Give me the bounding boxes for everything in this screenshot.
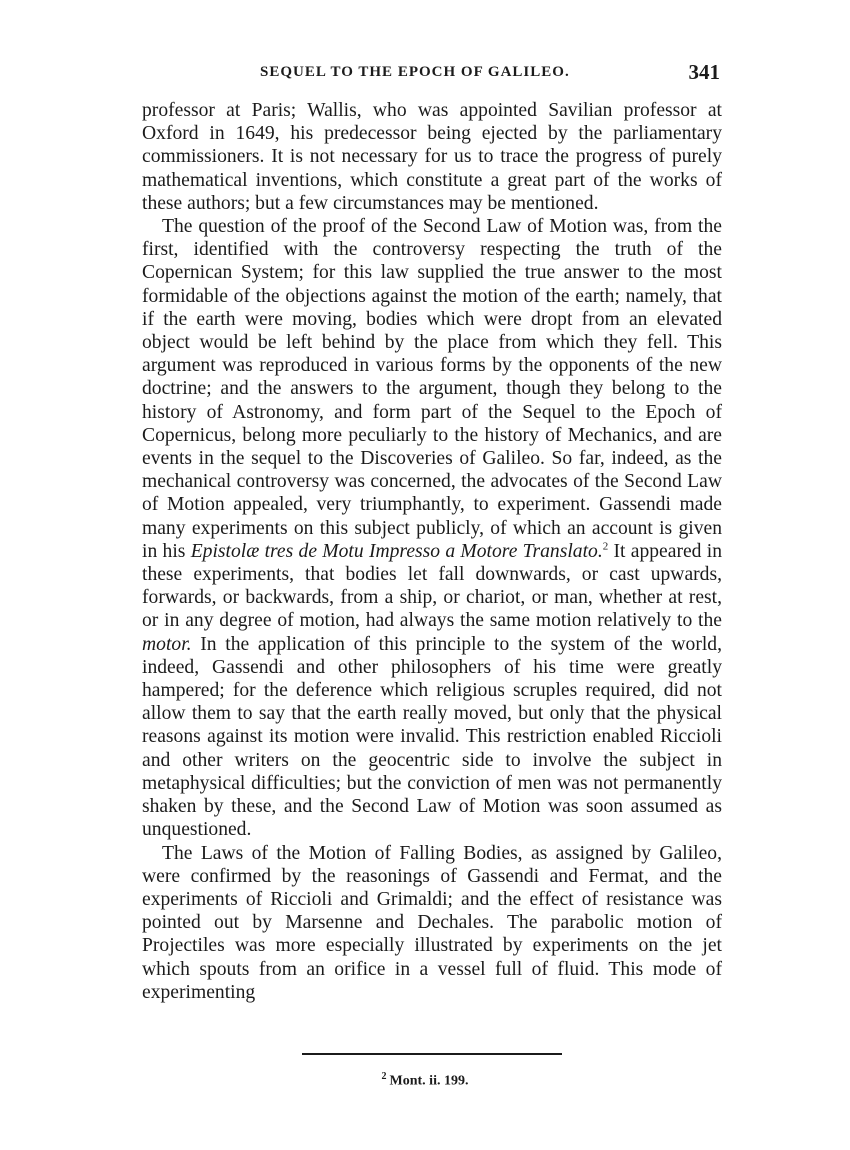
footnote-mark: 2: [381, 1071, 387, 1082]
motor-italic: motor.: [142, 633, 192, 655]
paragraph-2: [142, 215, 722, 841]
book-title-italic: Epistolæ tres de Motu Impresso a Motore Translato.: [190, 540, 603, 562]
paragraph-1: [142, 99, 722, 215]
paragraph-2-text-c: In the application of this principle to the system of the world, indeed, Gassendi and other philosophers of his time were greatly hampered; for the deference which religious scruples required, did not allow them to say that the earth really moved, but only that the physical reasons against its motion were invalid. This restriction enabled Riccioli and other writers on the geocentric side to involve the subject in metaphysical difficulties; but the conviction of men was not permanently shaken by these, and the Second Law of Motion was soon assumed as unquestioned.: [142, 633, 722, 841]
footnote-divider: [302, 1053, 562, 1055]
running-head: SEQUEL TO THE EPOCH OF GALILEO.: [260, 64, 570, 80]
paragraph-3-text: The Laws of the Motion of Falling Bodies, as assigned by Galileo, were confirmed by the reasonings of Gassendi and Fermat, and the experiments of Riccioli and Grimaldi; and the effect of resistance was pointed out by Marsenne and Dechales. The parabolic motion of Projectiles was more especially illustrated by experiments on the jet which spouts from an orifice in a vessel full of fluid. This mode of experimenting: [142, 842, 722, 1003]
page-header: [142, 60, 722, 90]
paragraph-2-text-b: It appeared in these experiments, that bodies let fall downwards, or cast upwards, forwards, or backwards, from a ship, or chariot, or man, whether at rest, or in any degree of motion, had always the same motion relatively to the: [142, 540, 722, 632]
paragraph-3: [142, 842, 722, 1004]
page-number: 341: [688, 60, 720, 84]
paragraph-2-text-a: The question of the proof of the Second Law of Motion was, from the first, identified with the controversy respecting the truth of the Copernican System; for this law supplied the true answer to the most formidable of the objections against the motion of the earth; namely, that if the earth were moving, bodies which were dropt from an elevated object would be left behind by the place from which they fell. This argument was reproduced in various forms by the opponents of the new doctrine; and the answers to the argument, though they belong to the history of Astronomy, and form part of the Sequel to the Epoch of Copernicus, belong more peculiarly to the history of Mechanics, and are events in the sequel to the Discoveries of Galileo. So far, indeed, as the mechanical controversy was concerned, the advocates of the Second Law of Motion appealed, very triumphantly, to experiment. Gassendi made many experiments on this subject publicly, of which an account is given in his: [142, 216, 722, 562]
body-text: [142, 99, 722, 1004]
paragraph-1-text: professor at Paris; Wallis, who was appointed Savilian professor at Oxford in 1649, his predecessor being ejected by the parliamentary commissioners. It is not necessary for us to trace the progress of purely mathematical inventions, which constitute a great part of the works of these authors; but a few circumstances may be mentioned.: [142, 100, 722, 214]
footnote-text: Mont. ii. 199.: [389, 1073, 469, 1089]
footnote-reference: 2: [602, 540, 609, 553]
footnote: [0, 1071, 850, 1090]
